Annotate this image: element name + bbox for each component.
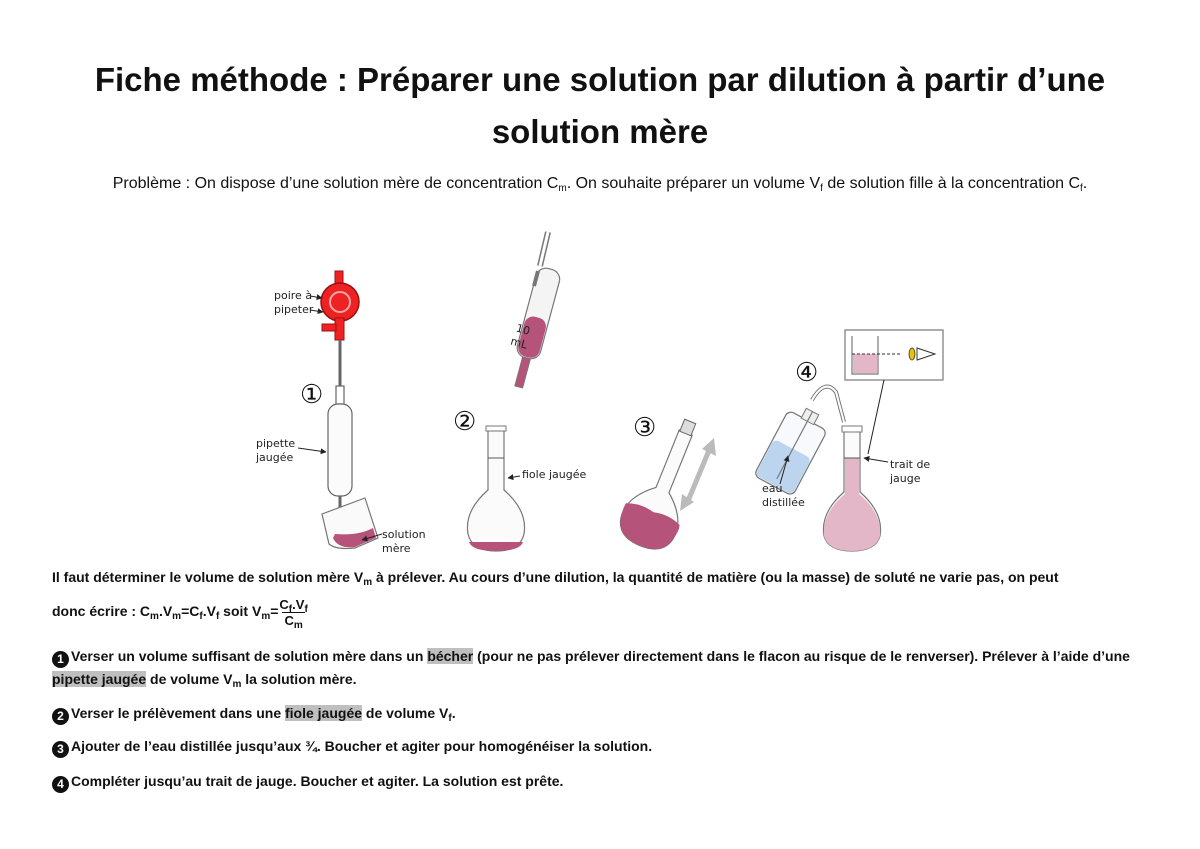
- intro-formula-line: donc écrire : $C_m.V_m=C_f.V_f$ soit $V_m=$ $\frac{C_f.V_f}{C_m}$: [52, 597, 308, 631]
- svg-text:trait de: trait de: [890, 458, 931, 471]
- dilution-illustration: [240, 226, 960, 556]
- svg-text:mère: mère: [382, 542, 411, 555]
- svg-text:10: 10: [514, 321, 532, 338]
- bulb-valve-side: [322, 324, 336, 331]
- step4-number: ④: [795, 358, 819, 388]
- step-2-instruction: 2 Verser le prélèvement dans une fiole jaugée de volume $V_f$.: [52, 702, 1152, 725]
- step3-shaking-illustration: [613, 410, 718, 556]
- step2-transfer-illustration: [453, 232, 586, 551]
- pipette-bulb-icon: [321, 283, 359, 321]
- step2-number: ②: [453, 407, 477, 437]
- step-3-bullet: 3: [52, 741, 69, 758]
- svg-text:pipeter: pipeter: [274, 303, 314, 316]
- step-4-instruction: 4 Compléter jusqu’au trait de jauge. Boucher et agiter. La solution est prête.: [52, 770, 1152, 793]
- step1-pipetting-illustration: [255, 271, 426, 555]
- page-title: Fiche méthode : Préparer une solution par dilution à partir d’une solution mère: [94, 61, 1106, 150]
- step3-number: ③: [633, 413, 657, 443]
- svg-text:jaugée: jaugée: [256, 451, 294, 464]
- highlight-fiole-jaugee: fiole jaugée: [285, 705, 363, 721]
- shake-arrow-icon: [688, 448, 710, 501]
- step-1-bullet: 1: [52, 651, 69, 668]
- svg-text:pipette: pipette: [256, 437, 296, 450]
- step4-filling-illustration: [754, 330, 943, 551]
- intro-line-1: Il faut déterminer le volume de solution mère $V_m$ à prélever. Au cours d’une dilution, la quantité de matière (ou la masse) de soluté ne varie pas, on peut: [52, 569, 1059, 588]
- volumetric-flask-icon: [467, 428, 524, 551]
- tilted-flask-icon: [613, 410, 718, 556]
- svg-text:jauge: jauge: [890, 472, 921, 485]
- eye-level-icon: [909, 348, 915, 360]
- svg-text:eau: eau: [762, 482, 783, 495]
- step-3-instruction: 3 Ajouter de l’eau distillée jusqu’aux ¾. Boucher et agiter pour homogénéiser la solution.: [52, 735, 1152, 758]
- svg-text:fiole jaugée: fiole jaugée: [522, 468, 587, 481]
- problem-statement: Problème : On dispose d’une solution mère de concentration $C_m$. On souhaite préparer un volume $V_f$ de solution fille à la concentration $C_f$.: [112, 175, 1088, 194]
- volumetric-pipette-icon: [328, 404, 352, 496]
- svg-text:distillée: distillée: [762, 496, 805, 509]
- step-2-bullet: 2: [52, 708, 69, 725]
- step1-number: ①: [300, 380, 324, 410]
- highlight-pipette-jaugee: pipette jaugée: [52, 671, 147, 687]
- step-1-instruction: 1 Verser un volume suffisant de solution mère dans un bécher (pour ne pas prélever directement dans le flacon au risque de le renverser). Prélever à l’aide d’une pipette jaugée de volume $V_m$ la solution mère.: [52, 648, 1130, 690]
- highlight-becher: bécher: [427, 648, 474, 664]
- svg-text:mL: mL: [509, 334, 529, 352]
- step-4-bullet: 4: [52, 776, 69, 793]
- svg-text:solution: solution: [382, 528, 426, 541]
- svg-text:poire à: poire à: [274, 289, 313, 302]
- flask-liquid-step2: [469, 542, 523, 551]
- volume-formula-fraction: $\frac{C_f.V_f}{C_m}$: [279, 597, 308, 631]
